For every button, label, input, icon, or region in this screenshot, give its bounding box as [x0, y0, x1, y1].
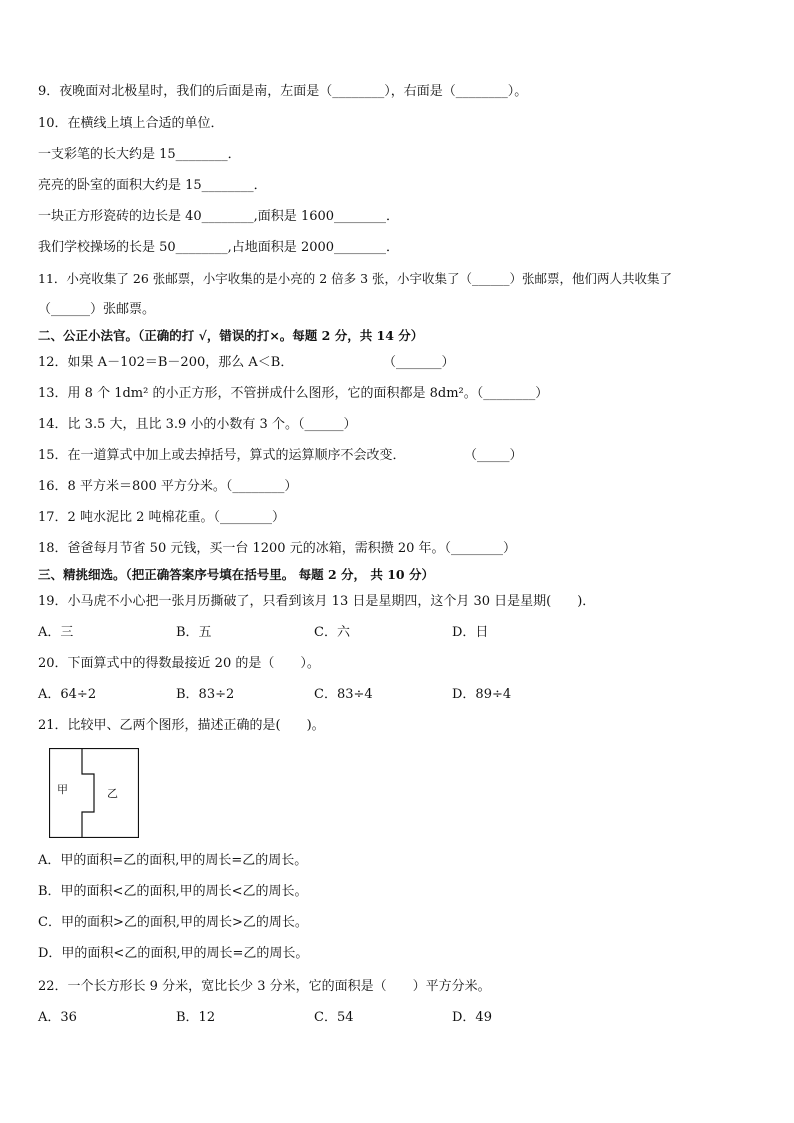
question-10-line-1: 一支彩笔的长大约是 15________． — [38, 147, 241, 162]
question-22-option-b: B．12 — [176, 1010, 216, 1025]
question-21-option-a: A．甲的面积=乙的面积,甲的周长=乙的周长。 — [38, 853, 308, 868]
figure-divider-line — [82, 749, 94, 838]
question-20-option-c: C．83÷4 — [314, 687, 373, 702]
section-3-heading: 三、精挑细选。（把正确答案序号填在括号里。 每题 2 分， 共 10 分） — [38, 567, 434, 582]
question-10-line-2: 亮亮的卧室的面积大约是 15________． — [38, 178, 267, 193]
section-2-heading: 二、公正小法官。（正确的打 √，错误的打×。每题 2 分，共 14 分） — [38, 328, 424, 343]
question-22-option-a: A．36 — [38, 1010, 77, 1025]
question-9: 9．夜晚面对北极星时，我们的后面是南，左面是（________），右面是（________）。 — [38, 84, 528, 99]
question-19-option-a: A．三 — [38, 625, 74, 640]
jia-yi-figure — [49, 748, 139, 838]
question-16: 16．8 平方米＝800 平方分米。（________） — [38, 479, 298, 494]
question-19-option-d: D．日 — [452, 625, 489, 640]
question-21: 21．比较甲、乙两个图形，描述正确的是( )。 — [38, 718, 325, 733]
question-11-line-2: （______）张邮票。 — [38, 302, 156, 317]
question-12: 12．如果 A－102＝B－200，那么 A＜B． — [38, 355, 294, 370]
question-17: 17．2 吨水泥比 2 吨棉花重。（________） — [38, 510, 285, 525]
question-22-option-c: C．54 — [314, 1010, 354, 1025]
question-13: 13．用 8 个 1dm² 的小正方形，不管拼成什么图形，它的面积都是 8dm²。（________） — [38, 386, 549, 401]
question-21-option-b: B．甲的面积<乙的面积,甲的周长<乙的周长。 — [38, 884, 308, 899]
question-20: 20．下面算式中的得数最接近 20 的是（ ）。 — [38, 656, 320, 671]
question-15: 15．在一道算式中加上或去掉括号，算式的运算顺序不会改变． — [38, 448, 406, 463]
question-20-option-b: B．83÷2 — [176, 687, 235, 702]
question-22-option-d: D．49 — [452, 1010, 492, 1025]
question-20-option-d: D．89÷4 — [452, 687, 512, 702]
question-19-option-b: B．五 — [176, 625, 212, 640]
question-21-option-d: D．甲的面积<乙的面积,甲的周长=乙的周长。 — [38, 946, 309, 961]
question-11-line-1: 11．小亮收集了 26 张邮票，小宇收集的是小亮的 2 倍多 3 张，小宇收集了（______）张邮票，他们两人共收集了 — [38, 271, 673, 286]
question-20-option-a: A．64÷2 — [38, 687, 97, 702]
question-19-option-c: C．六 — [314, 625, 350, 640]
question-22: 22．一个长方形长 9 分米，宽比长少 3 分米，它的面积是（ ）平方分米。 — [38, 979, 491, 994]
question-12-blank: （_______） — [383, 355, 455, 370]
figure-label-yi: 乙 — [107, 787, 118, 800]
figure-label-jia: 甲 — [57, 783, 68, 796]
question-21-option-c: C．甲的面积>乙的面积,甲的周长>乙的周长。 — [38, 915, 308, 930]
question-19: 19．小马虎不小心把一张月历撕破了，只看到该月 13 日是星期四，这个月 30 日是星期( )． — [38, 594, 596, 609]
question-10-title: 10．在横线上填上合适的单位． — [38, 116, 224, 131]
question-14: 14．比 3.5 大，且比 3.9 小的小数有 3 个。（______） — [38, 417, 357, 432]
question-18: 18．爸爸每月节省 50 元钱，买一台 1200 元的冰箱，需积攒 20 年。（________） — [38, 541, 517, 556]
question-10-line-4: 我们学校操场的长是 50________,占地面积是 2000________． — [38, 240, 400, 255]
question-15-blank: （_____） — [464, 448, 523, 463]
question-10-line-3: 一块正方形瓷砖的边长是 40________,面积是 1600________． — [38, 209, 400, 224]
